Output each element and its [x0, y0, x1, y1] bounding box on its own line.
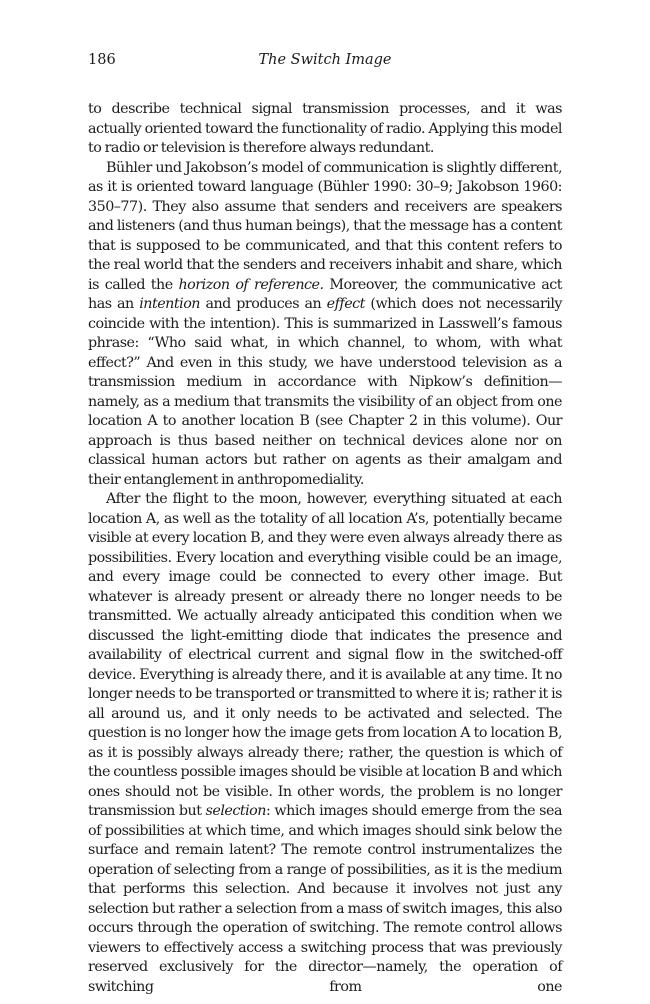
- text-segment: Bühler und Jakobson’s model of communication is slightly different, as it is oriented toward language (Bühler 1990: 30–9; Jakobson 1960: 350–77). They also assume that senders and receivers are speakers and listeners (and thus human beings), that the message has a content that is supposed to be communicated, and that this content refers to the real world that the senders and receivers inhabit and share, which is called the: [88, 159, 562, 293]
- text-segment: After the flight to the moon, however, everything situated at each location A, as well as the totality of all location A’s, potentially became visible at every location B, and they were even always already there as possibilities. Every location and everything visible could be an image, and every image could be connected to every other image. But whatever is already present or already there no longer needs to be transmitted. We actually already anticipated this condition when we discussed the light-emitting diode that indicates the presence and availability of electrical current and signal flow in the switched-off device. Everything is already there, and it is available at any time. It no longer needs to be transported or transmitted to where it is; rather it is all around us, and it only needs to be activated and selected. The question is no longer how the image gets from location A to location B, as it is possibly always already there; rather, the question is which of the countless possible images should be visible at location B and which ones should not be visible. In other words, the problem is no longer transmission but: [88, 491, 562, 819]
- body-text: [88, 100, 562, 997]
- text-segment: to describe technical signal transmission processes, and it was actually oriented toward the functionality of radio. Applying this model to radio or television is therefore always redundant.: [88, 101, 562, 156]
- italic-term-effect: effect: [326, 296, 365, 312]
- text-segment: (which does not necessarily coincide with the intention). This is summarized in Lasswell’s famous phrase: “Who said what, in which channel, to whom, with what effect?” And even in this study, we have understood television as a transmission medium in accordance with Nipkow’s definition—namely, as a medium that transmits the visibility of an object from one location A to another location B (see Chapter 2 in this volume). Our approach is thus based neither on technical devices alone nor on classical human actors but rather on agents as their amalgam and their entanglement in anthropomediality.: [88, 296, 562, 488]
- italic-term-selection: selection: [205, 803, 267, 819]
- text-segment: and produces an: [200, 296, 327, 312]
- italic-term-horizon-of-reference: horizon of reference.: [178, 276, 324, 293]
- text-segment: Moreover, the communicative act has an: [88, 276, 562, 312]
- page-number: 186: [88, 52, 116, 68]
- italic-term-intention: intention: [139, 296, 201, 312]
- running-title: The Switch Image: [258, 52, 392, 68]
- paragraph-3: [88, 490, 562, 997]
- paragraph-1: [88, 100, 562, 159]
- running-header: [88, 52, 562, 72]
- text-segment: : which images should emerge from the sea of possibilities at which time, and which images should sink below the surface and remain latent? The remote control instrumentalizes the operation of selecting from a range of possibilities, as it is the medium that performs this selection. And because it involves not just any selection but rather a selection from a mass of switch images, this also occurs through the operation of switching. The remote control allows viewers to effectively access a switching process that was previously reserved exclusively for the director—namely, the operation of switching from one: [88, 803, 562, 995]
- paragraph-2: [88, 159, 562, 491]
